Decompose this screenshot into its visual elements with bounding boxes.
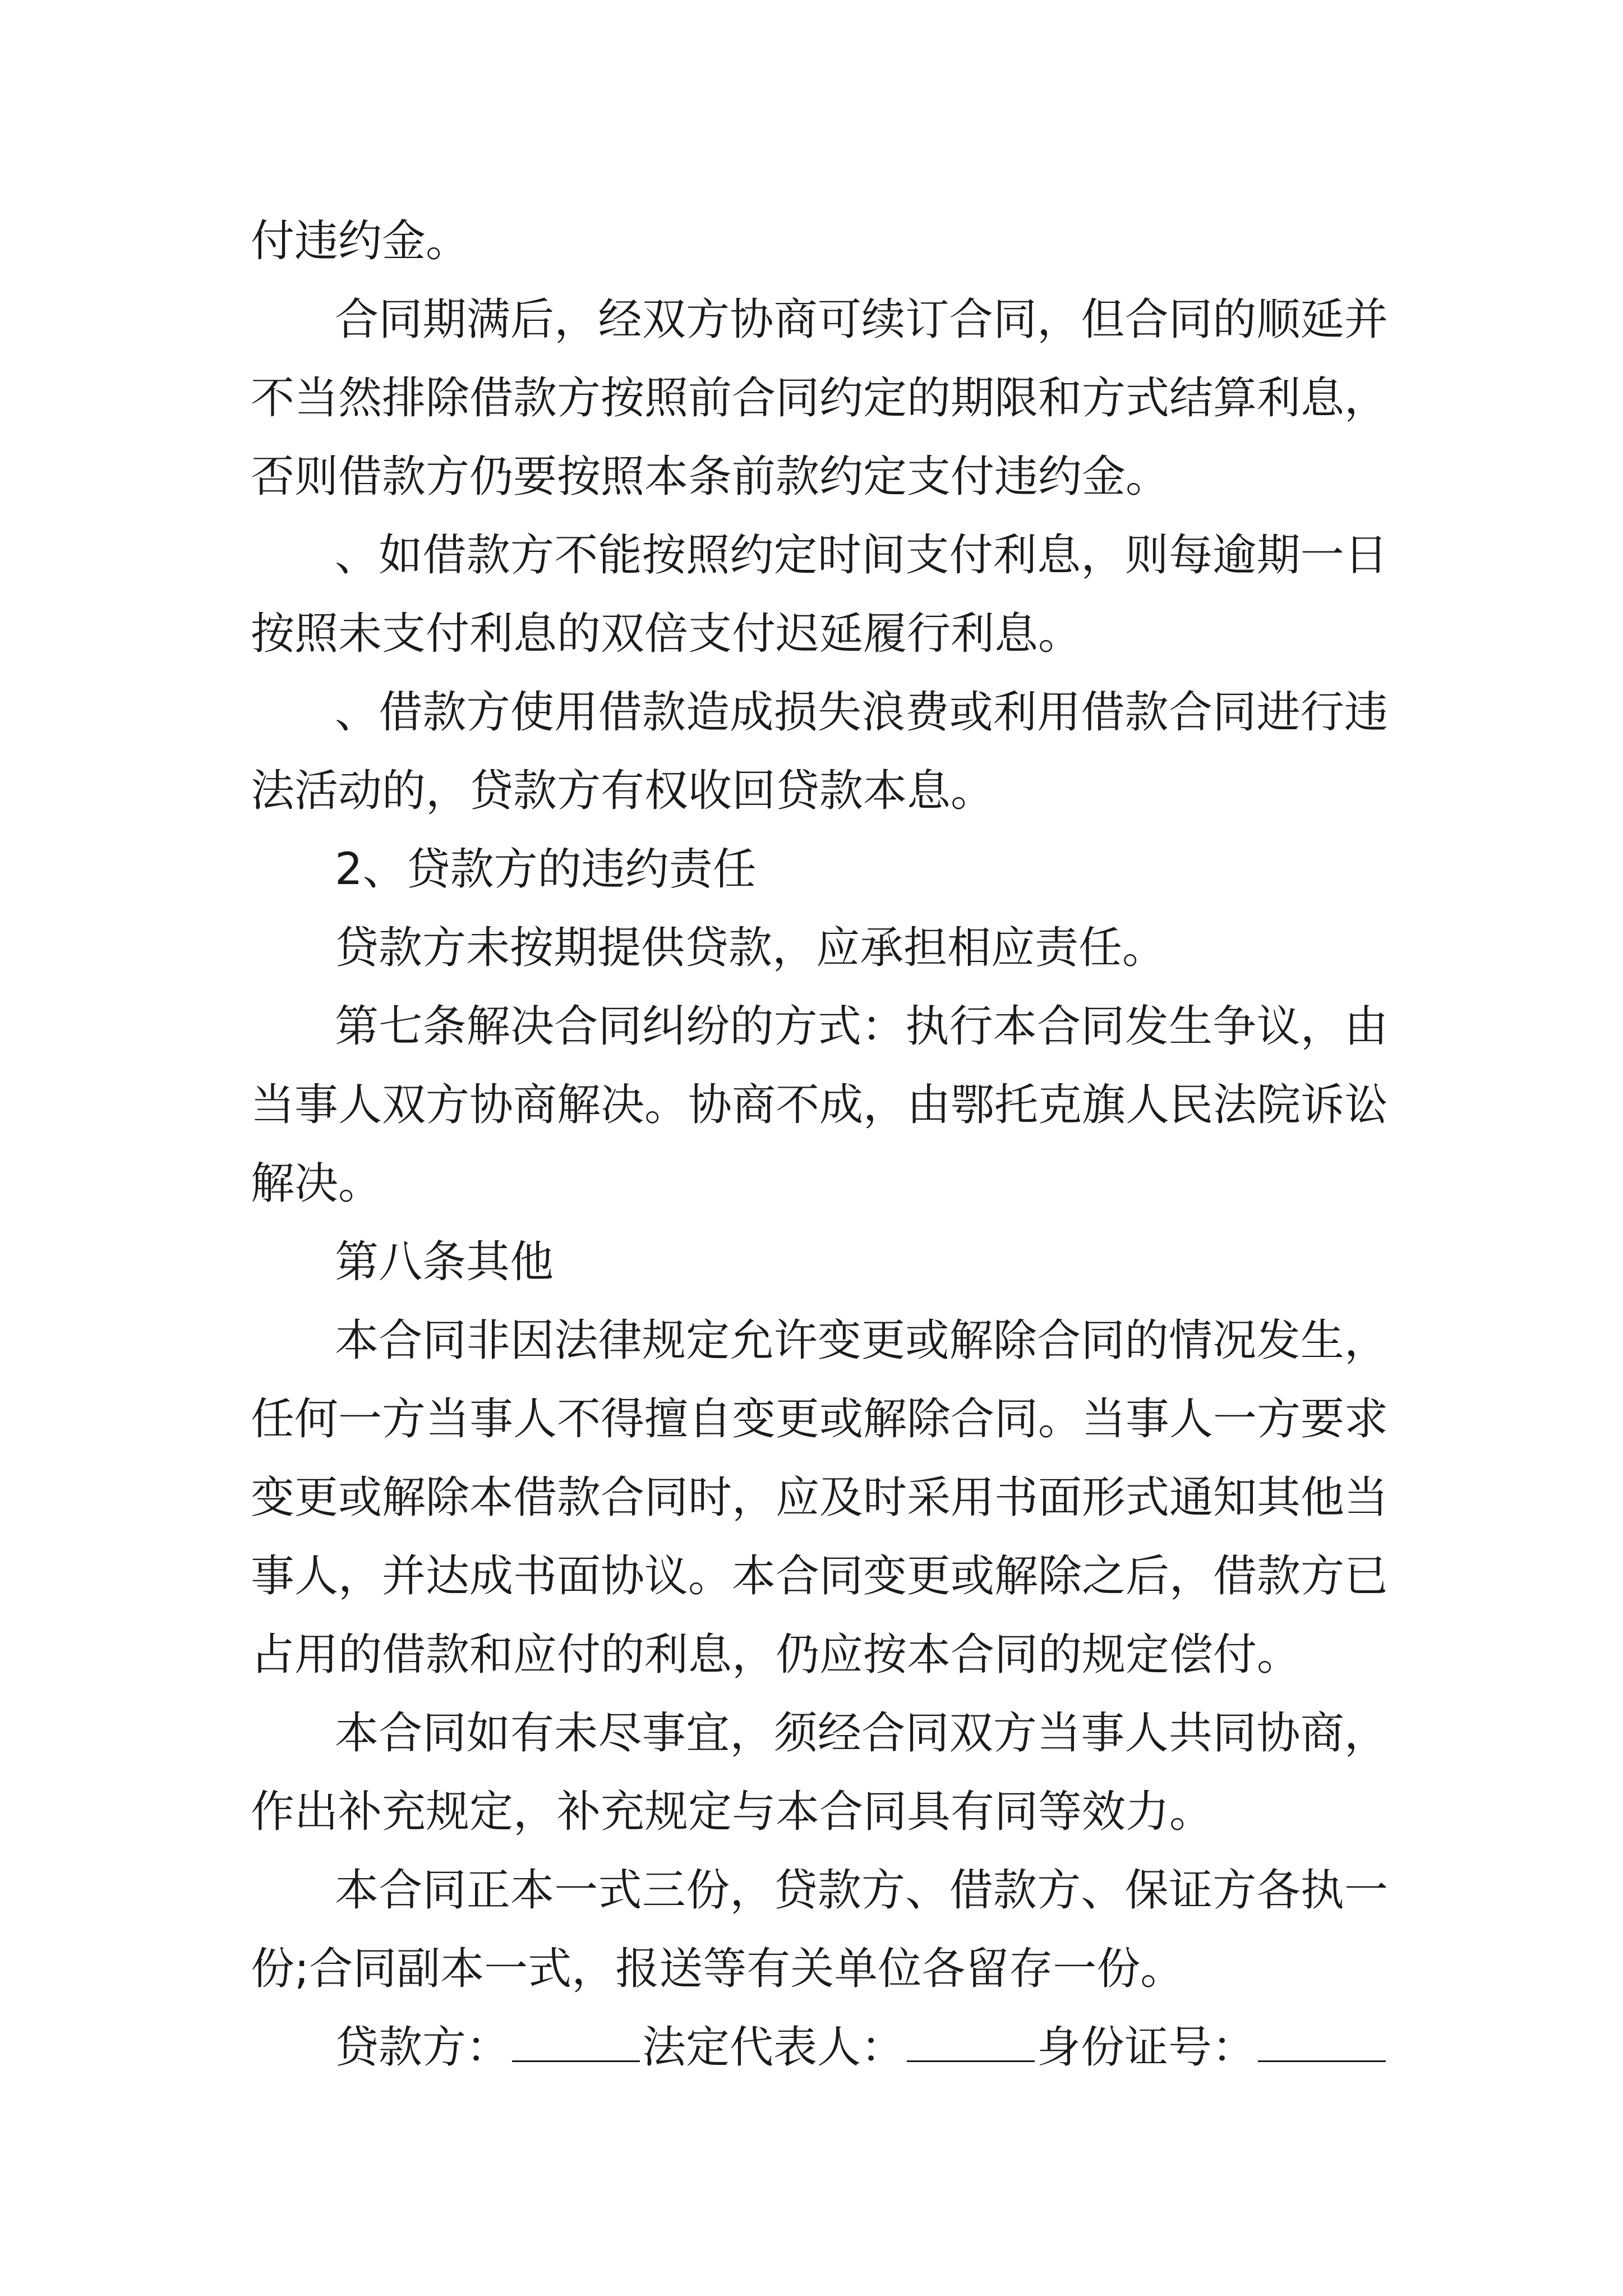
paragraph-line: 本合同非因法律规定允许变更或解除合同的情况发生， xyxy=(335,1315,1388,1366)
paragraph-line: 合同期满后，经双方协商可续订合同，但合同的顺延并 xyxy=(335,295,1388,345)
paragraph-line: 事人，并达成书面协议。本合同变更或解除之后，借款方已 xyxy=(251,1551,1388,1602)
lender-blank xyxy=(512,2021,640,2062)
representative-blank xyxy=(907,2021,1035,2062)
paragraph-line: 按照未支付利息的双倍支付迟延履行利息。 xyxy=(251,609,1082,659)
section-heading: 第八条其他 xyxy=(335,1237,554,1287)
paragraph-line: 任何一方当事人不得擅自变更或解除合同。当事人一方要求 xyxy=(251,1394,1388,1444)
paragraph-line: 、如借款方不能按照约定时间支付利息，则每逾期一日 xyxy=(335,530,1388,581)
id-number-label: 身份证号： xyxy=(1037,2022,1256,2073)
id-number-blank xyxy=(1258,2021,1386,2062)
paragraph-line: 作出补充规定，补充规定与本合同具有同等效力。 xyxy=(251,1787,1214,1837)
lender-label: 贷款方： xyxy=(335,2022,510,2073)
paragraph-line: 、借款方使用借款造成损失浪费或利用借款合同进行违 xyxy=(335,687,1388,738)
paragraph-line: 当事人双方协商解决。协商不成，由鄂托克旗人民法院诉讼 xyxy=(251,1080,1388,1130)
paragraph-line: 法活动的，贷款方有权收回贷款本息。 xyxy=(251,766,995,816)
paragraph-line: 付违约金。 xyxy=(251,216,470,266)
paragraph-line: 本合同如有未尽事宜，须经合同双方当事人共同协商， xyxy=(335,1708,1388,1759)
paragraph-line: 不当然排除借款方按照前合同约定的期限和方式结算利息， xyxy=(251,373,1388,424)
section-heading: 2、贷款方的违约责任 xyxy=(335,844,757,895)
paragraph-line: 解决。 xyxy=(251,1158,382,1209)
document-page xyxy=(251,0,1388,2296)
paragraph-line: 否则借款方仍要按照本条前款约定支付违约金。 xyxy=(251,452,1170,502)
paragraph-line: 份;合同副本一式，报送等有关单位各留存一份。 xyxy=(251,1944,1184,1994)
paragraph-line: 第七条解决合同纠纷的方式：执行本合同发生争议，由 xyxy=(335,1001,1388,1052)
paragraph-line: 本合同正本一式三份，贷款方、借款方、保证方各执一 xyxy=(335,1865,1388,1916)
signature-row xyxy=(251,2008,1388,2087)
representative-label: 法定代表人： xyxy=(642,2022,905,2073)
paragraph-line: 占用的借款和应付的利息，仍应按本合同的规定偿付。 xyxy=(251,1630,1301,1680)
paragraph-line: 贷款方未按期提供贷款，应承担相应责任。 xyxy=(335,923,1166,973)
paragraph-line: 变更或解除本借款合同时，应及时采用书面形式通知其他当 xyxy=(251,1473,1388,1523)
